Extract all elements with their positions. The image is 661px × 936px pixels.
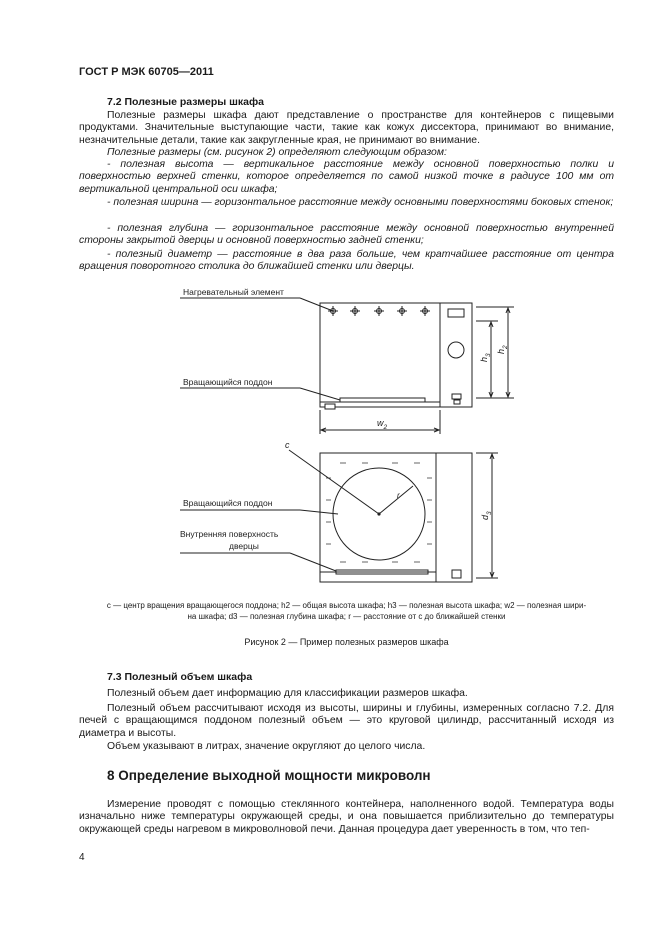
label-tray-top: Вращающийся поддон <box>183 377 273 387</box>
figure-legend-line-2: на шкафа; d3 — полезная глубина шкафа; r — расстояние от c до ближайшей стенки <box>187 612 506 621</box>
list-item-depth: - полезная глубина — горизонтальное расстояние между основной поверхностью внутренней стороны закрытой дверцы и основной поверхностью задней стенки; <box>79 223 614 247</box>
label-w2: $w_2$ <box>377 418 388 431</box>
section-7-3-para-3: Объем указывают в литрах, значение округляют до целого числа. <box>107 741 426 752</box>
section-8-title: 8 Определение выходной мощности микроволн <box>107 768 431 783</box>
oven-outline-plan <box>320 453 472 582</box>
section-7-3-para-2: Полезный объем рассчитывают исходя из высоты, ширины и глубины, измеренных согласно 7.2. Для печей с вращающимся поддоном полезный объем — это круговой цилиндр, рассчитанный исходя из диаметра и высоты. <box>79 703 614 739</box>
label-heater: Нагревательный элемент <box>183 287 284 297</box>
label-h2: $h_2$ <box>496 345 509 354</box>
figure-caption: Рисунок 2 — Пример полезных размеров шкафа <box>244 637 449 647</box>
radius-line <box>379 486 413 514</box>
label-r: r <box>397 491 400 500</box>
label-c: c <box>285 440 290 450</box>
section-7-3-para-1: Полезный объем дает информацию для классификации размеров шкафа. <box>107 688 468 699</box>
label-door-1: Внутренняя поверхность <box>180 529 279 539</box>
tray-front <box>340 398 425 402</box>
section-7-2-para-2: Полезные размеры (см. рисунок 2) определяют следующим образом: <box>107 147 447 158</box>
section-7-3-title: 7.3 Полезный объем шкафа <box>107 671 253 683</box>
display-rect <box>448 309 464 317</box>
figure-legend-line-1: c — центр вращения вращающегося поддона; h2 — общая высота шкафа; h3 — полезная высота шкафа; w2 — полезная шири- <box>106 601 587 610</box>
label-door-2: дверцы <box>229 541 259 551</box>
section-7-2-para-1: Полезные размеры шкафа дают представление о пространстве для контейнеров с пищевыми продуктами. Значительные выступающие части, такие как кожух диссектора, принимают во внимание, незначительные детали, такие как закругленные края, не принимают во внимание. <box>79 110 614 146</box>
section-7-2-title: 7.2 Полезные размеры шкафа <box>107 96 264 108</box>
list-item-diameter: - полезный диаметр — расстояние в два раза больше, чем кратчайшее расстояние от центра вращения поворотного столика до ближайшей стенки или дверцы. <box>79 249 614 273</box>
document-header: ГОСТ Р МЭК 60705—2011 <box>79 66 214 78</box>
section-8-para-1: Измерение проводят с помощью стеклянного контейнера, наполненного водой. Температура воды изначально ниже температуры окружающей среды, и она повышается приблизительно до температуры окружающей среды нагревом в микроволновой печи. Данная процедура дает уверенность в том, что теп- <box>79 799 614 835</box>
list-item-height: - полезная высота — вертикальное расстояние между основной поверхностью полки и поверхностью верхней стенки, которое определяется по самой низкой точке в радиусе 100 мм от вертикальной центральной оси шкафа; <box>79 159 614 195</box>
label-d3: $d_3$ <box>480 511 493 520</box>
label-tray-bottom: Вращающийся поддон <box>183 498 273 508</box>
heater-elements <box>328 306 430 316</box>
page-number: 4 <box>79 852 85 863</box>
control-knob <box>448 342 464 358</box>
list-item-width: - полезная ширина — горизонтальное расстояние между основными поверхностями боковых стенок; <box>107 197 614 208</box>
label-h3: $h_3$ <box>479 353 492 362</box>
